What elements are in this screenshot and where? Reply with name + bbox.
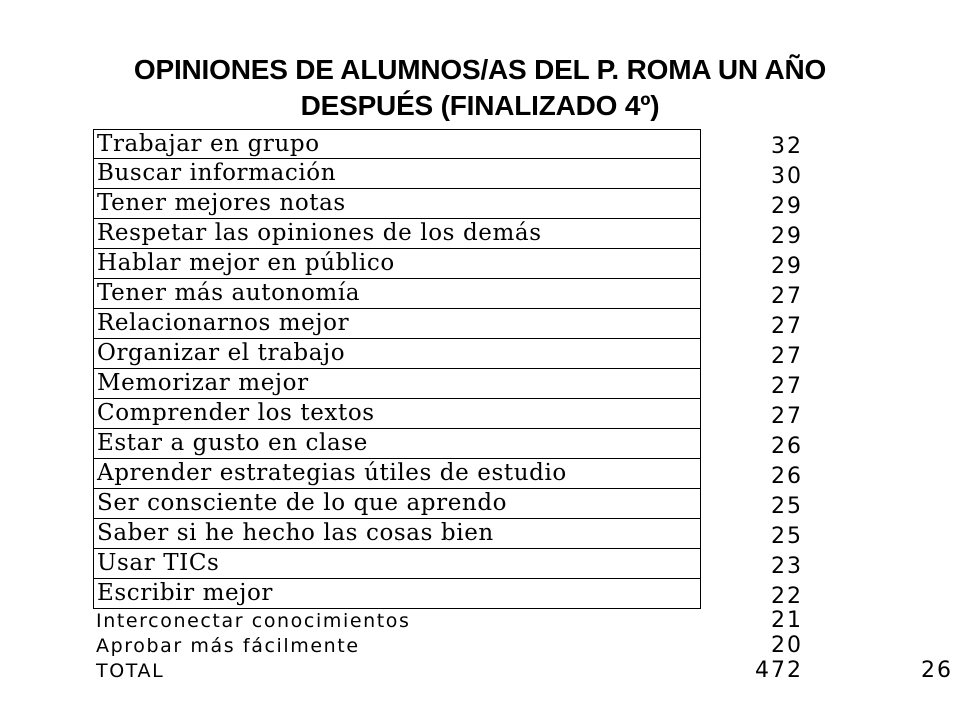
row-value: 26 xyxy=(771,464,803,489)
table-row xyxy=(93,519,953,549)
table-row xyxy=(93,159,953,189)
table-row xyxy=(93,369,953,399)
row-label: Tener más autonomía xyxy=(93,279,701,309)
table-row xyxy=(93,429,953,459)
row-value: 26 xyxy=(771,434,803,459)
table-row xyxy=(93,609,953,634)
table-row xyxy=(93,339,953,369)
table-row xyxy=(93,249,953,279)
table-row xyxy=(93,129,953,159)
row-value: 27 xyxy=(771,284,803,309)
row-value: 27 xyxy=(771,344,803,369)
row-label: Trabajar en grupo xyxy=(93,129,701,159)
plain-rows xyxy=(93,609,953,659)
page-title xyxy=(0,52,960,124)
row-label: Usar TICs xyxy=(93,549,701,579)
title-line-2: DESPUÉS (FINALIZADO 4º) xyxy=(300,90,660,121)
row-label: Relacionarnos mejor xyxy=(93,309,701,339)
total-average: 26 xyxy=(921,658,953,683)
row-label: Hablar mejor en público xyxy=(93,249,701,279)
boxed-rows xyxy=(93,129,953,609)
total-row xyxy=(93,659,953,684)
row-value: 23 xyxy=(771,554,803,579)
table-row xyxy=(93,189,953,219)
table-row xyxy=(93,399,953,429)
table-row xyxy=(93,634,953,659)
row-value: 20 xyxy=(771,633,803,658)
table-row xyxy=(93,549,953,579)
row-label: Respetar las opiniones de los demás xyxy=(93,219,701,249)
row-value: 32 xyxy=(771,134,803,159)
row-label: Memorizar mejor xyxy=(93,369,701,399)
row-label: Aprender estrategias útiles de estudio xyxy=(93,459,701,489)
title-line-1: OPINIONES DE ALUMNOS/AS DEL P. ROMA UN AÑO xyxy=(133,54,827,85)
total-value: 472 xyxy=(755,658,803,683)
row-label: Tener mejores notas xyxy=(93,189,701,219)
row-value: 30 xyxy=(771,164,803,189)
row-value: 22 xyxy=(771,584,803,609)
row-label: Escribir mejor xyxy=(93,579,701,609)
row-label: Interconectar conocimientos xyxy=(96,610,411,632)
row-value: 27 xyxy=(771,314,803,339)
table-row xyxy=(93,279,953,309)
table-row xyxy=(93,579,953,609)
row-label: Aprobar más fácilmente xyxy=(96,635,360,657)
row-label: Ser consciente de lo que aprendo xyxy=(93,489,701,519)
table-row xyxy=(93,459,953,489)
table-row xyxy=(93,309,953,339)
total-label: TOTAL xyxy=(96,660,165,682)
row-label: Estar a gusto en clase xyxy=(93,429,701,459)
row-value: 21 xyxy=(771,608,803,633)
row-value: 25 xyxy=(771,494,803,519)
table-row xyxy=(93,219,953,249)
row-value: 29 xyxy=(771,224,803,249)
row-label: Organizar el trabajo xyxy=(93,339,701,369)
row-label: Comprender los textos xyxy=(93,399,701,429)
row-value: 25 xyxy=(771,524,803,549)
table-row xyxy=(93,489,953,519)
row-value: 27 xyxy=(771,374,803,399)
row-label: Saber si he hecho las cosas bien xyxy=(93,519,701,549)
row-label: Buscar información xyxy=(93,159,701,189)
row-value: 29 xyxy=(771,254,803,279)
row-value: 29 xyxy=(771,194,803,219)
opinions-table xyxy=(93,129,953,684)
row-value: 27 xyxy=(771,404,803,429)
